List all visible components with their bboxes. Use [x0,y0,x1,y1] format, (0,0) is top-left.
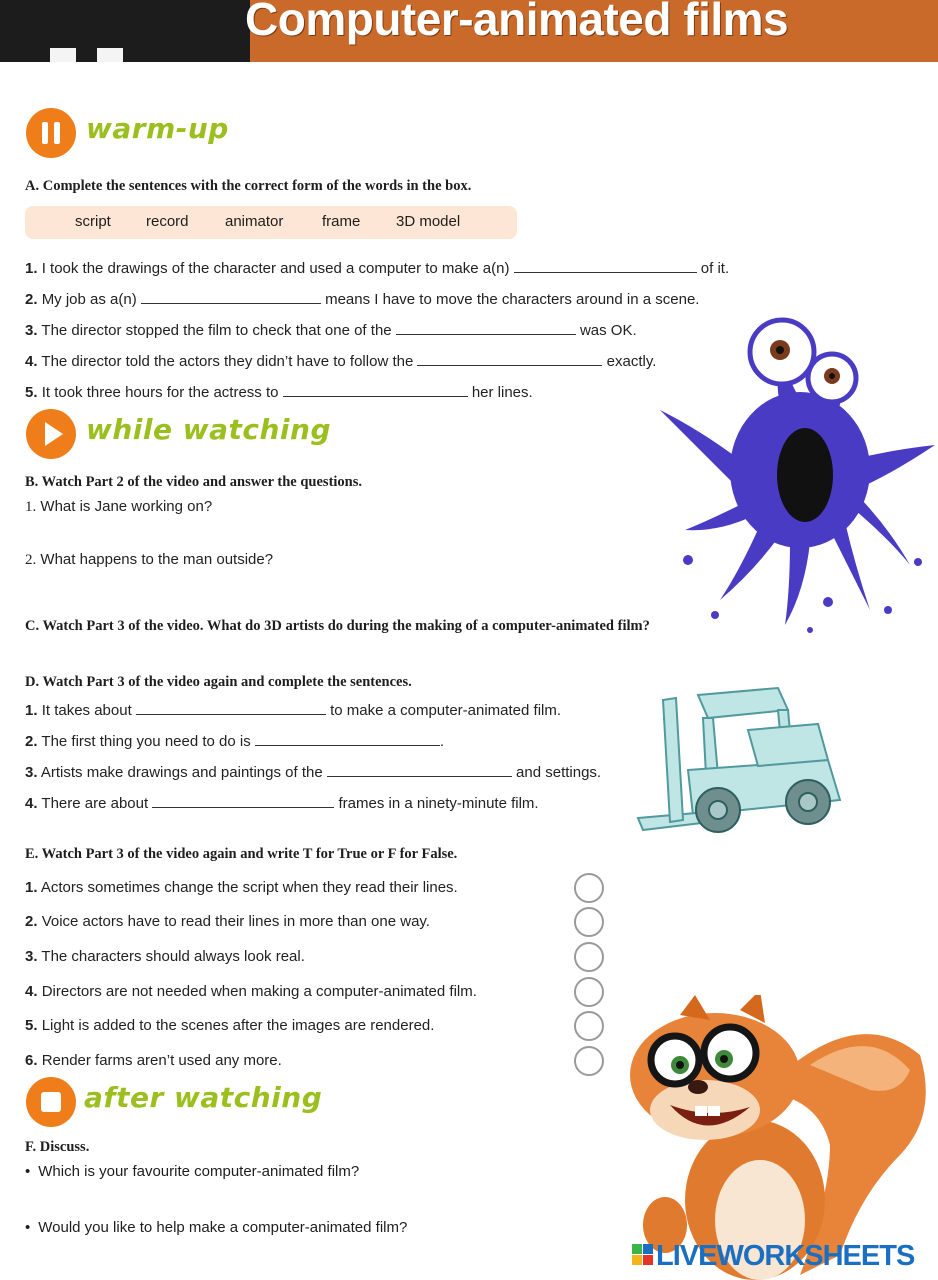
page-title: Computer-animated films [245,0,789,45]
answer-blank[interactable] [396,333,576,335]
answer-blank[interactable] [514,271,697,273]
answer-circle-2[interactable] [574,907,604,937]
discussion-bullet-2: • Would you like to help make a computer-animated film? [25,1219,408,1236]
warmup-item-1: 1. I took the drawings of the character and used a computer to make a(n) of it. [25,260,730,277]
forklift-3d-model-image [618,680,848,842]
e-item-5: 5. Light is added to the scenes after the images are rendered. [25,1017,435,1034]
warmup-item-4: 4. The director told the actors they didn’t have to follow the exactly. [25,353,657,370]
answer-blank[interactable] [255,744,440,746]
instruction-c: C. Watch Part 3 of the video. What do 3D artists do during the making of a computer-animated film? [25,618,650,634]
warmup-item-5: 5. It took three hours for the actress to her lines. [25,384,533,401]
answer-circle-1[interactable] [574,873,604,903]
answer-blank[interactable] [136,713,326,715]
answer-blank[interactable] [141,302,321,304]
header-square-2 [97,48,123,62]
answer-blank[interactable] [417,364,602,366]
warmup-title: warm-up [86,112,229,145]
header-banner [0,0,938,62]
header-square-1 [50,48,76,62]
discussion-bullet-1: • Which is your favourite computer-animated film? [25,1163,360,1180]
e-item-2: 2. Voice actors have to read their lines in more than one way. [25,913,430,930]
warmup-item-3: 3. The director stopped the film to check that one of the was OK. [25,322,637,339]
liveworksheets-logo[interactable]: LIVEWORKSHEETS [656,1240,915,1272]
after-watching-title: after watching [84,1081,323,1114]
answer-blank[interactable] [327,775,512,777]
d-item-3: 3. Artists make drawings and paintings of the and settings. [25,764,602,781]
d-item-1: 1. It takes about to make a computer-animated film. [25,702,562,719]
answer-circle-3[interactable] [574,942,604,972]
answer-blank[interactable] [152,806,334,808]
squirrel-character-image [600,995,938,1280]
instruction-e: E. Watch Part 3 of the video again and write T for True or F for False. [25,846,458,862]
e-item-3: 3. The characters should always look real. [25,948,305,965]
e-item-6: 6. Render farms aren’t used any more. [25,1052,282,1069]
pause-icon [26,108,76,158]
e-item-1: 1. Actors sometimes change the script when they read their lines. [25,879,458,896]
instruction-b: B. Watch Part 2 of the video and answer the questions. [25,474,363,490]
d-item-4: 4. There are about frames in a ninety-minute film. [25,795,539,812]
word-box-item: animator [225,213,284,230]
e-item-4: 4. Directors are not needed when making a computer-animated film. [25,983,477,1000]
stop-icon [26,1077,76,1127]
question-b-1: 1. What is Jane working on? [25,498,213,515]
warmup-item-2: 2. My job as a(n) means I have to move the characters around in a scene. [25,291,700,308]
header-dark-shape [0,0,250,62]
word-box-item: record [146,213,189,230]
word-box-item: frame [322,213,361,230]
instruction-d: D. Watch Part 3 of the video again and complete the sentences. [25,674,412,690]
instruction-f: F. Discuss. [25,1139,90,1155]
d-item-2: 2. The first thing you need to do is . [25,733,445,750]
question-b-2: 2. What happens to the man outside? [25,551,274,568]
answer-blank[interactable] [283,395,468,397]
while-watching-title: while watching [86,413,331,446]
paint-splat-monster-image [640,310,938,640]
liveworksheets-logo-icon [632,1244,654,1266]
play-icon [26,409,76,459]
word-box-item: script [75,213,111,230]
instruction-a: A. Complete the sentences with the correct form of the words in the box. [25,178,472,194]
word-box-item: 3D model [396,213,461,230]
